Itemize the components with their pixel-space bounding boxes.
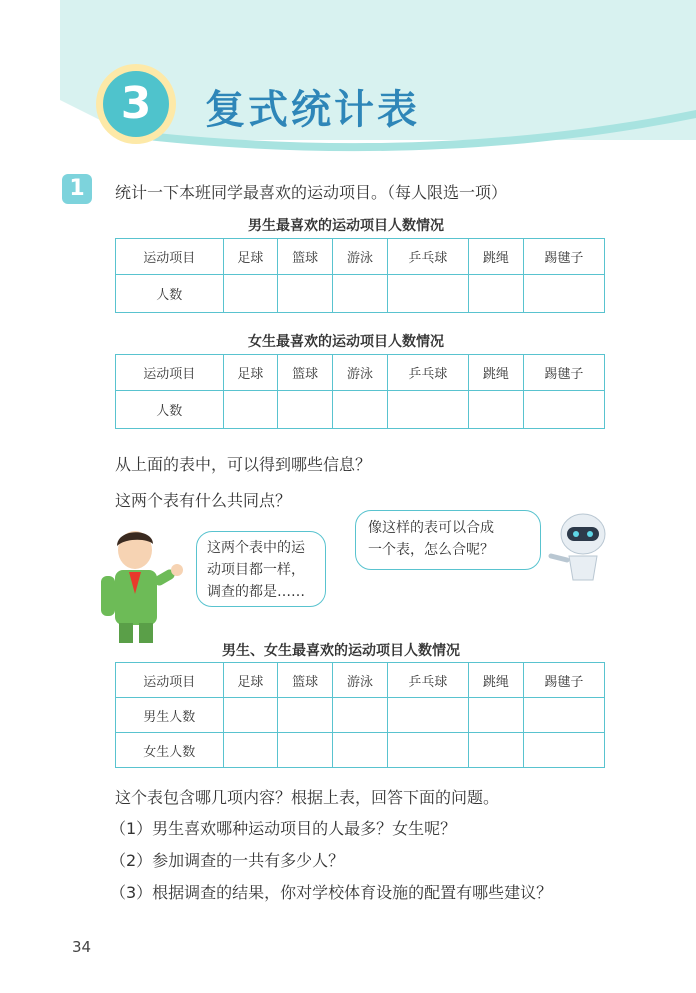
table3-caption: 男生、女生最喜欢的运动项目人数情况: [222, 643, 460, 659]
sub-question-1: （1）男生喜欢哪种运动项目的人最多？女生呢？: [110, 819, 457, 838]
table-cell: 乒乓球: [387, 663, 468, 698]
empty-cell: [223, 698, 278, 733]
table-header-row: [116, 355, 605, 391]
table-cell: 女生人数: [116, 733, 224, 768]
empty-cell: [278, 275, 333, 313]
boys-sports-table: [115, 238, 605, 313]
empty-cell: [387, 698, 468, 733]
empty-cell: [223, 733, 278, 768]
table-cell: 运动项目: [116, 239, 224, 275]
bubble-line: 一个表，怎么合呢？: [368, 542, 494, 558]
empty-cell: [278, 733, 333, 768]
empty-cell: [223, 275, 278, 313]
empty-cell: [333, 275, 388, 313]
empty-cell: [278, 391, 333, 429]
table-cell: 游泳: [333, 239, 388, 275]
bubble-line: 动项目都一样，: [207, 562, 305, 578]
table-header-row: [116, 239, 605, 275]
bubble-line: 像这样的表可以合成: [368, 520, 494, 536]
table-row: [116, 275, 605, 313]
table-cell: 足球: [223, 239, 278, 275]
empty-cell: [523, 698, 604, 733]
empty-cell: [469, 275, 524, 313]
table-cell: 人数: [116, 391, 224, 429]
table-cell: 篮球: [278, 239, 333, 275]
table-cell: 足球: [223, 355, 278, 391]
boy-illustration: [95, 528, 190, 643]
empty-cell: [333, 391, 388, 429]
table-row: [116, 391, 605, 429]
table-cell: 踢毽子: [523, 239, 604, 275]
table1-caption: 男生最喜欢的运动项目人数情况: [248, 218, 444, 234]
table-row: [116, 733, 605, 768]
table-cell: 跳绳: [469, 663, 524, 698]
empty-cell: [523, 275, 604, 313]
empty-cell: [387, 391, 468, 429]
unit-number: 3: [120, 78, 152, 129]
table-cell: 篮球: [278, 355, 333, 391]
empty-cell: [523, 733, 604, 768]
chapter-header: [0, 0, 696, 160]
page-number: 34: [72, 938, 92, 956]
empty-cell: [278, 698, 333, 733]
table-cell: 男生人数: [116, 698, 224, 733]
empty-cell: [469, 733, 524, 768]
combined-sports-table: [115, 662, 605, 768]
empty-cell: [523, 391, 604, 429]
table2-caption: 女生最喜欢的运动项目人数情况: [248, 334, 444, 350]
sub-question-3: （3）根据调查的结果，你对学校体育设施的配置有哪些建议？: [110, 883, 553, 902]
empty-cell: [387, 733, 468, 768]
table-cell: 乒乓球: [387, 239, 468, 275]
empty-cell: [223, 391, 278, 429]
robot-illustration: [545, 512, 615, 582]
table-cell: 运动项目: [116, 663, 224, 698]
empty-cell: [333, 733, 388, 768]
table-cell: 跳绳: [469, 355, 524, 391]
table-cell: 足球: [223, 663, 278, 698]
empty-cell: [469, 391, 524, 429]
table-cell: 游泳: [333, 355, 388, 391]
table-cell: 乒乓球: [387, 355, 468, 391]
table-cell: 篮球: [278, 663, 333, 698]
table-cell: 踢毽子: [523, 663, 604, 698]
bubble-line: 调查的都是……: [207, 584, 305, 600]
exercise-intro: 统计一下本班同学最喜欢的运动项目。（每人限选一项）: [115, 183, 508, 202]
bubble-line: 这两个表中的运: [207, 540, 305, 556]
exercise-number-badge: 1: [62, 174, 92, 204]
question-common: 这两个表有什么共同点？: [115, 491, 292, 510]
boy-speech-bubble: [196, 531, 326, 607]
girls-sports-table: [115, 354, 605, 429]
table-header-row: [116, 663, 605, 698]
sub-question-2: （2）参加调查的一共有多少人？: [110, 851, 345, 870]
question-contents: 这个表包含哪几项内容？根据上表，回答下面的问题。: [115, 788, 500, 807]
unit-title: 复式统计表: [205, 87, 420, 133]
table-cell: 运动项目: [116, 355, 224, 391]
empty-cell: [469, 698, 524, 733]
robot-speech-bubble: [355, 510, 541, 570]
table-cell: 踢毽子: [523, 355, 604, 391]
empty-cell: [333, 698, 388, 733]
question-info: 从上面的表中，可以得到哪些信息？: [115, 455, 372, 474]
table-cell: 人数: [116, 275, 224, 313]
table-row: [116, 698, 605, 733]
table-cell: 跳绳: [469, 239, 524, 275]
table-cell: 游泳: [333, 663, 388, 698]
empty-cell: [387, 275, 468, 313]
